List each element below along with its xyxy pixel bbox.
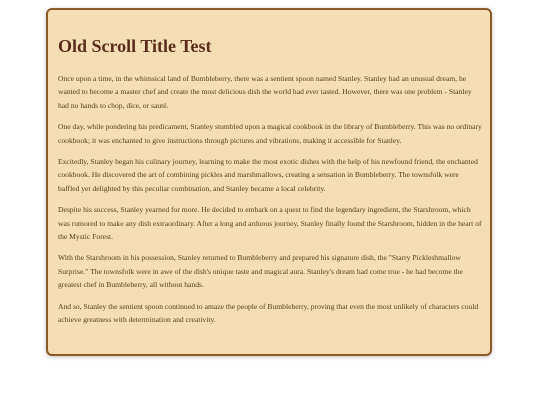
story-paragraph-1: Once upon a time, in the whimsical land of Bumbleberry, there was a sentient spoon named Stanley. Stanley had an unusual dream, he wanted to become a master chef and create the most delicious dish the world had ever tasted. However, there was one problem - Stanley had no hands to chop, dice, or sauté. bbox=[58, 74, 472, 110]
story-paragraph-6: And so, Stanley the sentient spoon continued to amaze the people of Bumbleberry, proving that even the most unlikely of characters could achieve greatness with determination and creativity. bbox=[58, 301, 479, 325]
story-paragraph-3: Excitedly, Stanley began his culinary journey, learning to make the most exotic dishes with the help of his newfound friend, the enchanted cookbook. He discovered the art of combining pickles and marshmallows, creating a sensation in Bumbleberry. The townsfolk were baffled yet delighted by this peculiar combination, and Stanley became a local celebrity. bbox=[58, 157, 478, 193]
story-paragraph-5: With the Starshroom in his possession, Stanley returned to Bumbleberry and prepared his signature dish, the "Starry Pickleshmallow Surprise." The townsfolk were in awe of the dish's unique taste and magical aura. Stanley's dream had come true - he had become the greatest chef in Bumbleberry, all without hands. bbox=[58, 253, 463, 290]
story-paragraph-4: Despite his success, Stanley yearned for more. He decided to embark on a quest to find the legendary ingredient, the Starshroom, which was rumored to make any dish extraordinary. After a long and arduous journey, Stanley finally found the Starshroom, hidden in the heart of the Mystic Forest. bbox=[58, 205, 482, 242]
scroll-container bbox=[46, 8, 492, 356]
page-title: Old Scroll Title Test bbox=[58, 36, 212, 56]
story-paragraph-2: One day, while pondering his predicament, Stanley stumbled upon a magical cookbook in the library of Bumbleberry. This was no ordinary cookbook; it was enchanted to give instructions through pictures and vibrations, making it accessible for Stanley. bbox=[58, 122, 482, 145]
